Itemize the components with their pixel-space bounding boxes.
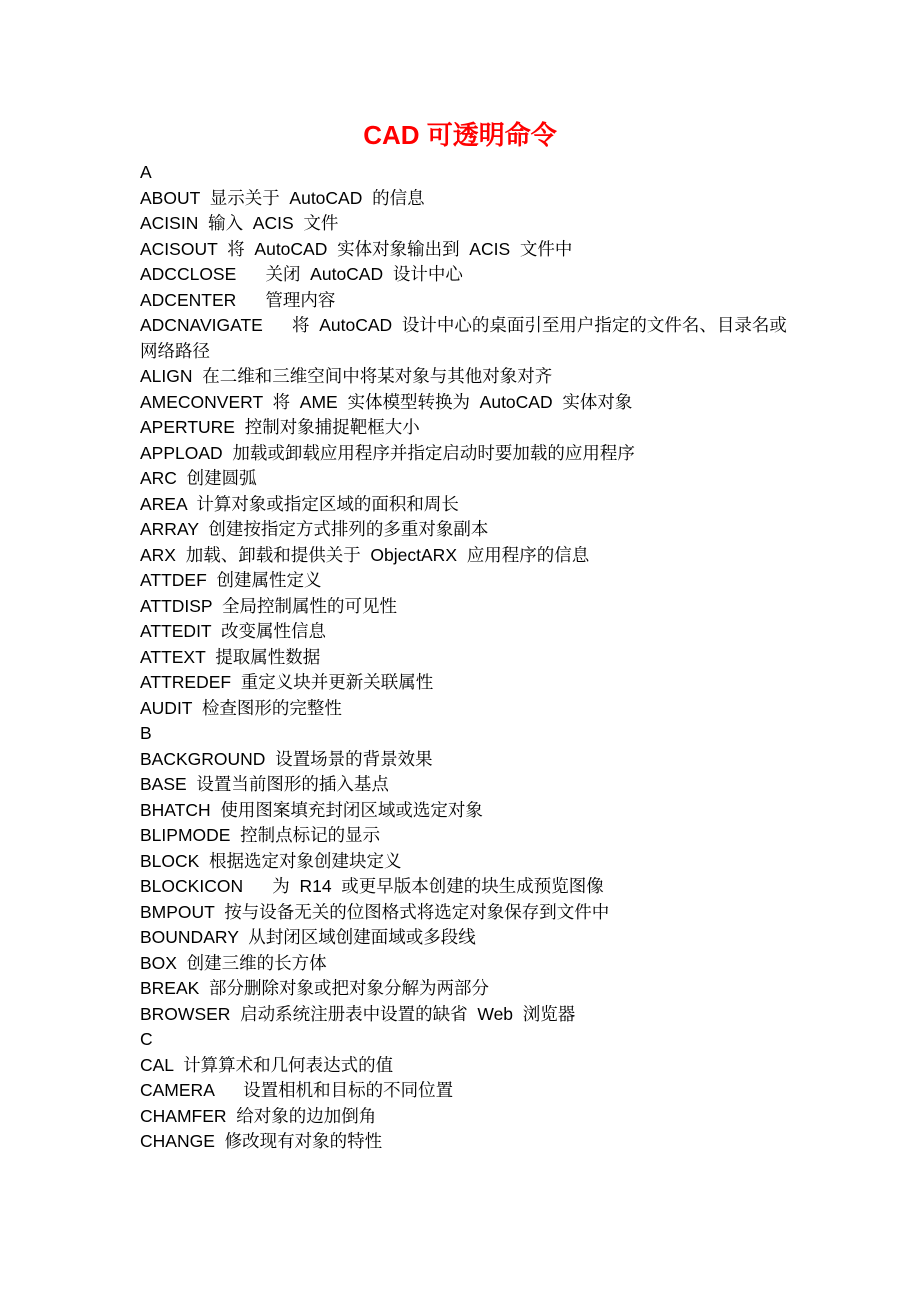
list-item: AUDIT 检查图形的完整性 (140, 697, 342, 718)
list-item: BREAK 部分删除对象或把对象分解为两部分 (140, 978, 490, 998)
list-item: ADCCLOSE 关闭 AutoCAD 设计中心 (140, 264, 463, 284)
section-heading-b: B (140, 723, 152, 743)
list-item: APERTURE 控制对象捕捉靶框大小 (140, 417, 420, 437)
list-item: APPLOAD 加载或卸载应用程序并指定启动时要加载的应用程序 (140, 442, 635, 463)
section-heading-c: C (140, 1029, 153, 1049)
list-item: BHATCH 使用图案填充封闭区域或选定对象 (140, 799, 483, 820)
list-item: ALIGN 在二维和三维空间中将某对象与其他对象对齐 (140, 366, 553, 386)
list-item: ARX 加载、卸载和提供关于 ObjectARX 应用程序的信息 (140, 544, 590, 565)
list-item: ATTEDIT 改变属性信息 (140, 621, 327, 641)
section-heading-a: A (140, 162, 152, 182)
list-item: BASE 设置当前图形的插入基点 (140, 774, 389, 794)
list-item: ARC 创建圆弧 (140, 468, 257, 488)
list-item: ADCENTER 管理内容 (140, 289, 336, 310)
list-item: AMECONVERT 将 AME 实体模型转换为 AutoCAD 实体对象 (140, 391, 633, 412)
list-item: BOUNDARY 从封闭区域创建面域或多段线 (140, 927, 476, 947)
list-item: ATTEXT 提取属性数据 (140, 646, 321, 667)
list-item: ATTDEF 创建属性定义 (140, 570, 322, 590)
list-item: BLIPMODE 控制点标记的显示 (140, 825, 381, 845)
list-item: BOX 创建三维的长方体 (140, 952, 327, 973)
list-item: CAL 计算算术和几何表达式的值 (140, 1054, 394, 1075)
document-title: CAD 可透明命令 (363, 120, 557, 150)
list-item: ARRAY 创建按指定方式排列的多重对象副本 (140, 519, 489, 539)
list-item: ADCNAVIGATE 将 AutoCAD 设计中心的桌面引至用户指定的文件名、目录名或网络路径 (140, 315, 787, 361)
list-item: ACISIN 输入 ACIS 文件 (140, 213, 339, 233)
list-item: ATTDISP 全局控制属性的可见性 (140, 595, 398, 616)
list-item: ACISOUT 将 AutoCAD 实体对象输出到 ACIS 文件中 (140, 238, 573, 259)
list-item: BLOCK 根据选定对象创建块定义 (140, 850, 402, 871)
list-item: ATTREDEF 重定义块并更新关联属性 (140, 672, 434, 692)
list-item: ABOUT 显示关于 AutoCAD 的信息 (140, 187, 425, 208)
list-item: CHAMFER 给对象的边加倒角 (140, 1105, 377, 1126)
list-item: BLOCKICON 为 R14 或更早版本创建的块生成预览图像 (140, 876, 604, 896)
list-item: BMPOUT 按与设备无关的位图格式将选定对象保存到文件中 (140, 901, 610, 922)
list-item: AREA 计算对象或指定区域的面积和周长 (140, 493, 459, 514)
list-item: CHANGE 修改现有对象的特性 (140, 1131, 383, 1151)
list-item: CAMERA 设置相机和目标的不同位置 (140, 1080, 454, 1100)
command-list (140, 160, 800, 1155)
list-item: BACKGROUND 设置场景的背景效果 (140, 748, 433, 769)
list-item: BROWSER 启动系统注册表中设置的缺省 Web 浏览器 (140, 1003, 576, 1024)
